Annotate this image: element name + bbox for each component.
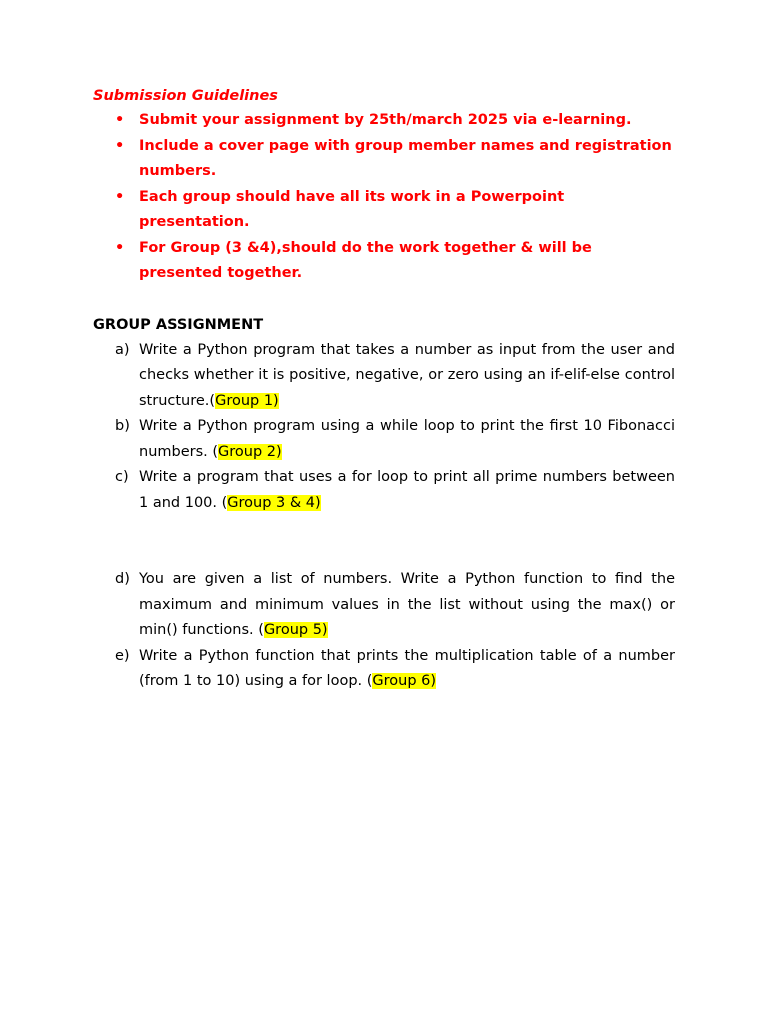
question-text: Write a Python function that prints the multiplication table of a number (from 1 to 10) using a for loop. ( bbox=[139, 647, 675, 689]
bullet-icon: • bbox=[115, 188, 125, 205]
guideline-item bbox=[93, 236, 675, 287]
guideline-item bbox=[93, 134, 675, 185]
question-letter: c) bbox=[115, 469, 129, 485]
question-text: You are given a list of numbers. Write a Python function to find the maximum and minimum values in the list without using the max() or min() functions. ( bbox=[139, 571, 675, 638]
question-text: Write a program that uses a for loop to print all prime numbers between 1 and 100. ( bbox=[139, 469, 675, 511]
submission-guidelines-heading: Submission Guidelines bbox=[93, 88, 278, 104]
group-highlight: Group 5) bbox=[263, 622, 328, 638]
question-letter: e) bbox=[115, 647, 130, 664]
guideline-item bbox=[93, 185, 675, 236]
group-assignment-heading: GROUP ASSIGNMENT bbox=[93, 316, 264, 333]
guideline-item bbox=[93, 108, 675, 134]
group-highlight: Group 3 & 4) bbox=[227, 494, 321, 511]
guideline-text: For Group (3 &4),should do the work together & will be presented together. bbox=[139, 239, 592, 281]
bullet-icon: • bbox=[115, 112, 125, 128]
question-text: Write a Python program that takes a number as input from the user and checks whether it is positive, negative, or zero using an if-elif-else control structure.( bbox=[139, 341, 675, 409]
question-list bbox=[93, 338, 675, 517]
guideline-text: Submit your assignment by 25th/march 2025 via e-learning. bbox=[139, 112, 632, 128]
bullet-icon: • bbox=[115, 137, 125, 154]
question-list-continued bbox=[93, 567, 675, 695]
spacer bbox=[93, 516, 675, 567]
question-letter: b) bbox=[115, 418, 130, 434]
question-text: Write a Python program using a while loop to print the first 10 Fibonacci numbers. ( bbox=[139, 418, 675, 460]
group-highlight: Group 2) bbox=[218, 443, 282, 460]
group-highlight: Group 6) bbox=[372, 673, 437, 689]
document-page bbox=[93, 84, 675, 695]
question-item-e bbox=[93, 644, 675, 695]
guideline-text: Include a cover page with group member names and registration numbers. bbox=[139, 137, 672, 179]
question-item-c bbox=[93, 465, 675, 516]
guidelines-list bbox=[93, 108, 675, 287]
guideline-text: Each group should have all its work in a Powerpoint presentation. bbox=[139, 188, 565, 230]
question-letter: a) bbox=[115, 341, 130, 358]
group-highlight: Group 1) bbox=[215, 392, 279, 409]
question-letter: d) bbox=[115, 571, 130, 587]
question-item-d bbox=[93, 567, 675, 644]
bullet-icon: • bbox=[115, 239, 125, 256]
question-item-a bbox=[93, 338, 675, 415]
question-item-b bbox=[93, 414, 675, 465]
